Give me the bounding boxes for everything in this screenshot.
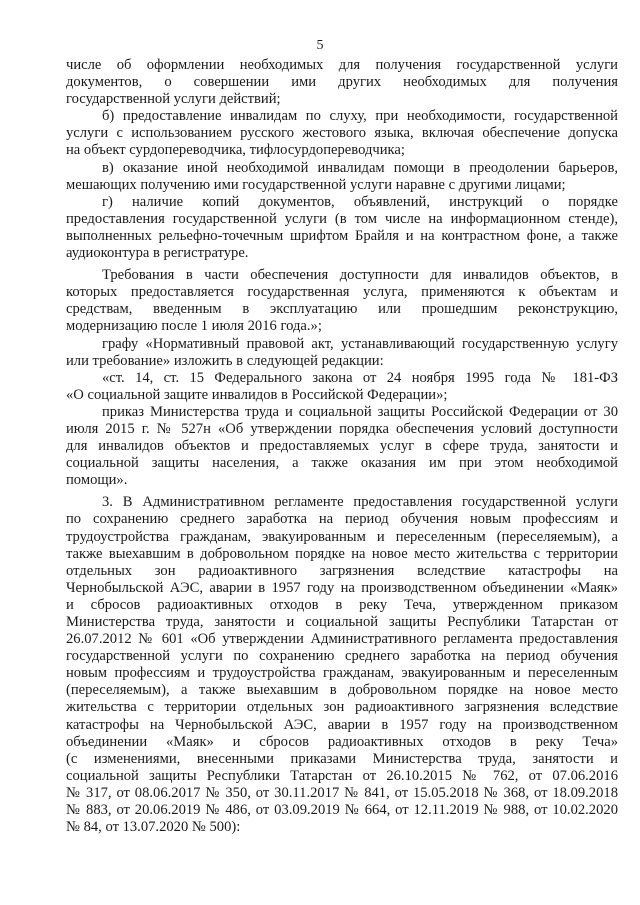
text-line: или требование» изложить в следующей редакции: <box>66 352 384 369</box>
text-line: услуги с использованием русского жестового языка, включая обеспечение допуска <box>66 125 618 142</box>
text-line: также выехавшим в добровольном порядке на новое место жительства с территории <box>66 545 618 562</box>
text-line: (с изменениями, внесенными приказами Министерства труда, занятости и <box>66 750 618 767</box>
text-line: объединении «Маяк» и сбросов радиоактивных отходов в реку Теча» <box>66 733 618 750</box>
text-line: предоставления государственной услуги (в том числе на информационном стенде), <box>66 210 618 227</box>
text-line: июля 2015 г. № 527н «Об утверждении порядка обеспечения условий доступности <box>66 420 618 437</box>
text-line: и сбросов радиоактивных отходов в реку Теча, утвержденном приказом <box>66 596 618 613</box>
text-line: 26.07.2012 № 601 «Об утверждении Административного регламента предоставления <box>66 631 618 648</box>
text-line: средствам, введенным в эксплуатацию или прошедшим реконструкцию, <box>66 301 618 318</box>
text-line: помощи». <box>66 472 128 489</box>
text-line: № 84, от 13.07.2020 № 500): <box>66 819 241 836</box>
text-line: государственной услуги действий; <box>66 91 281 108</box>
text-line: аудиоконтура в регистратуре. <box>66 245 249 262</box>
text-line: модернизацию после 1 июля 2016 года.»; <box>66 318 322 335</box>
paragraph <box>66 494 618 836</box>
text-line: для инвалидов объектов и предоставляемых услуг в сфере труда, занятости и <box>66 438 618 455</box>
text-line: Требования в части обеспечения доступности для инвалидов объектов, в <box>102 267 618 284</box>
text-line: «ст. 14, ст. 15 Федерального закона от 24 ноября 1995 года № 181-ФЗ <box>102 369 618 386</box>
paragraph <box>66 370 618 404</box>
text-line: катастрофы на Чернобыльской АЭС, аварии в 1957 году на производственном <box>66 716 618 733</box>
text-line: «О социальной защите инвалидов в Российской Федерации»; <box>66 386 448 403</box>
text-line: жительства с территории отдельных зон радиоактивного загрязнения вследствие <box>66 699 618 716</box>
text-line: № 883, от 20.06.2019 № 486, от 03.09.2019 № 664, от 12.11.2019 № 988, от 10.02.2020 <box>66 802 618 819</box>
text-line: № 317, от 08.06.2017 № 350, от 30.11.2017 № 841, от 15.05.2018 № 368, от 18.09.2018 <box>66 784 618 801</box>
text-line: социальной защиты населения, а также оказания им при этом необходимой <box>66 455 618 472</box>
paragraph <box>66 108 618 159</box>
text-line: социальной защиты Республики Татарстан от 26.10.2015 № 762, от 07.06.2016 <box>66 767 618 784</box>
text-line: б) предоставление инвалидам по слуху, при необходимости, государственной <box>102 108 618 125</box>
text-line: в) оказание иной необходимой инвалидам помощи в преодолении барьеров, <box>102 159 618 176</box>
text-line: которых предоставляется государственная услуга, применяются к объектам и <box>66 284 618 301</box>
text-line: числе об оформлении необходимых для получения государственной услуги <box>66 57 618 73</box>
text-line: г) наличие копий документов, объявлений, инструкций о порядке <box>102 193 618 210</box>
text-line: трудоустройства гражданам, эвакуированным и переселенным (переселяемым), а <box>66 528 618 545</box>
document-body <box>66 57 618 836</box>
text-line: отдельных зон радиоактивного загрязнения вследствие катастрофы на <box>66 562 618 579</box>
paragraph <box>66 267 618 335</box>
paragraph <box>66 404 618 489</box>
text-line: новым профессиям и трудоустройства гражданам, эвакуированным и переселенным <box>66 665 618 682</box>
page-number: 5 <box>316 38 324 53</box>
text-line: 3. В Административном регламенте предоставления государственной услуги <box>102 494 618 511</box>
text-line: графу «Нормативный правовой акт, устанавливающий государственную услугу <box>102 335 618 352</box>
paragraph <box>66 160 618 194</box>
text-line: приказ Министерства труда и социальной защиты Российской Федерации от 30 <box>102 403 618 420</box>
text-line: на объект сурдопереводчика, тифлосурдопереводчика; <box>66 142 405 159</box>
text-line: Чернобыльской АЭС, аварии в 1957 году на производственном объединении «Маяк» <box>66 579 618 596</box>
text-line: мешающих получению ими государственной услуги наравне с другими лицами; <box>66 176 566 193</box>
paragraph <box>66 57 618 108</box>
text-line: (переселяемым), а также выехавшим в добровольном порядке на новое место <box>66 682 618 699</box>
text-line: Министерства труда, занятости и социальной защиты Республики Татарстан от <box>66 614 618 630</box>
text-line: выполненных рельефно-точечным шрифтом Брайля и на контрастном фоне, а также <box>66 227 618 244</box>
paragraph <box>66 194 618 262</box>
paragraph <box>66 336 618 370</box>
text-line: документов, о совершении ими других необходимых для получения <box>66 74 618 91</box>
text-line: по сохранению среднего заработка на период обучения новым профессиям и <box>66 511 618 528</box>
text-line: государственной услуги по сохранению среднего заработка на период обучения <box>66 648 618 665</box>
